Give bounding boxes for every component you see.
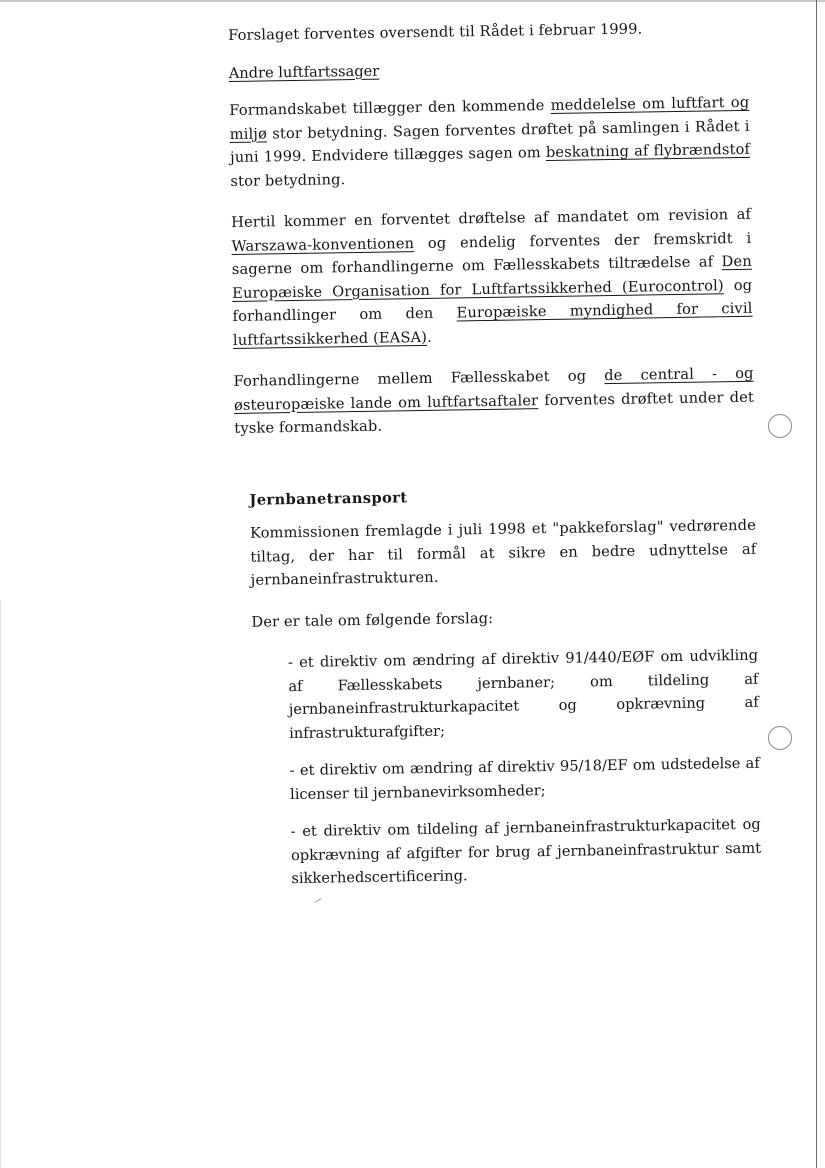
text-run: Formandskabet tillægger den kommende bbox=[229, 96, 551, 119]
list-item-direktiv-91-440: - et direktiv om ændring af direktiv 91/440/EØF om udvikling af Fællesskabets jernbaner; om tildeling af jernbaneinfrastrukturkapacitet og opkrævning af infrastrukturafgifter; bbox=[287, 646, 759, 742]
paragraph-forslag-intro: Der er tale om følgende forslag: bbox=[251, 609, 494, 631]
page-top-edge bbox=[0, 0, 825, 2]
underlined-reference-beskatning: beskatning af flybrændstof bbox=[545, 140, 751, 162]
paragraph-forhandlingerne bbox=[233, 362, 754, 441]
text-run: . bbox=[426, 328, 432, 346]
paragraph-kommissionen: Kommissionen fremlagde i juli 1998 et "pakkeforslag" vedrørende tiltag, der har til formål at sikre en bedre udnyttelse af jernbaneinfrastrukturen. bbox=[249, 516, 757, 589]
text-run: og forhandlinger om den bbox=[232, 276, 753, 325]
text-run: forventes drøftet under det tyske formandskab. bbox=[234, 388, 755, 437]
page-right-edge bbox=[816, 0, 817, 1168]
section-title-andre-luftfartssager: Andre luftfartssager bbox=[228, 62, 380, 82]
underlined-reference-warszawa: Warszawa-konventionen bbox=[231, 234, 415, 255]
page-left-edge bbox=[0, 600, 1, 1168]
list-item-direktiv-95-18: - et direktiv om ændring af direktiv 95/18/EF om udstedelse af licenser til jernbanevirksomheder; bbox=[289, 754, 760, 803]
punch-hole-lower bbox=[768, 726, 792, 750]
text-run: Hertil kommer en forventet drøftelse af mandatet om revision af bbox=[230, 205, 752, 231]
paragraph-hertil bbox=[231, 203, 753, 352]
document-page bbox=[228, 16, 762, 906]
text-run: stor betydning. bbox=[230, 170, 346, 190]
punch-hole-upper bbox=[768, 414, 792, 438]
text-run: stor betydning. Sagen forventes drøftet på samlingen i Rådet i juni 1999. Endvidere tillægges sagen om bbox=[229, 117, 750, 166]
list-item-direktiv-tildeling: - et direktiv om tildeling af jernbaneinfrastrukturkapacitet og opkrævning af afgifter for brug af jernbaneinfrastruktur samt sikkerhedscertificering. bbox=[290, 815, 762, 888]
paragraph-formandskabet bbox=[229, 91, 750, 193]
underlined-reference-oesteuropaeiske: de central - og østeuropæiske lande om luftfartsaftaler bbox=[233, 364, 754, 414]
section-heading-jernbanetransport: Jernbanetransport bbox=[249, 488, 408, 509]
text-run: og endelig forventes der fremskridt i sagerne om forhandlingerne om Fællesskabets tiltrædelse af bbox=[231, 229, 752, 278]
underlined-reference-easa: Europæiske myndighed for civil luftfartssikkerhed (EASA) bbox=[232, 299, 753, 349]
intro-line: Forslaget forventes oversendt til Rådet i februar 1999. bbox=[228, 20, 643, 44]
underlined-reference-meddelelse: meddelelse om luftfart og miljø bbox=[229, 93, 750, 143]
text-run: Forhandlingerne mellem Fællesskabet og bbox=[233, 367, 605, 390]
underlined-reference-eurocontrol: Den Europæiske Organisation for Luftfartssikkerhed (Eurocontrol) bbox=[232, 252, 752, 302]
